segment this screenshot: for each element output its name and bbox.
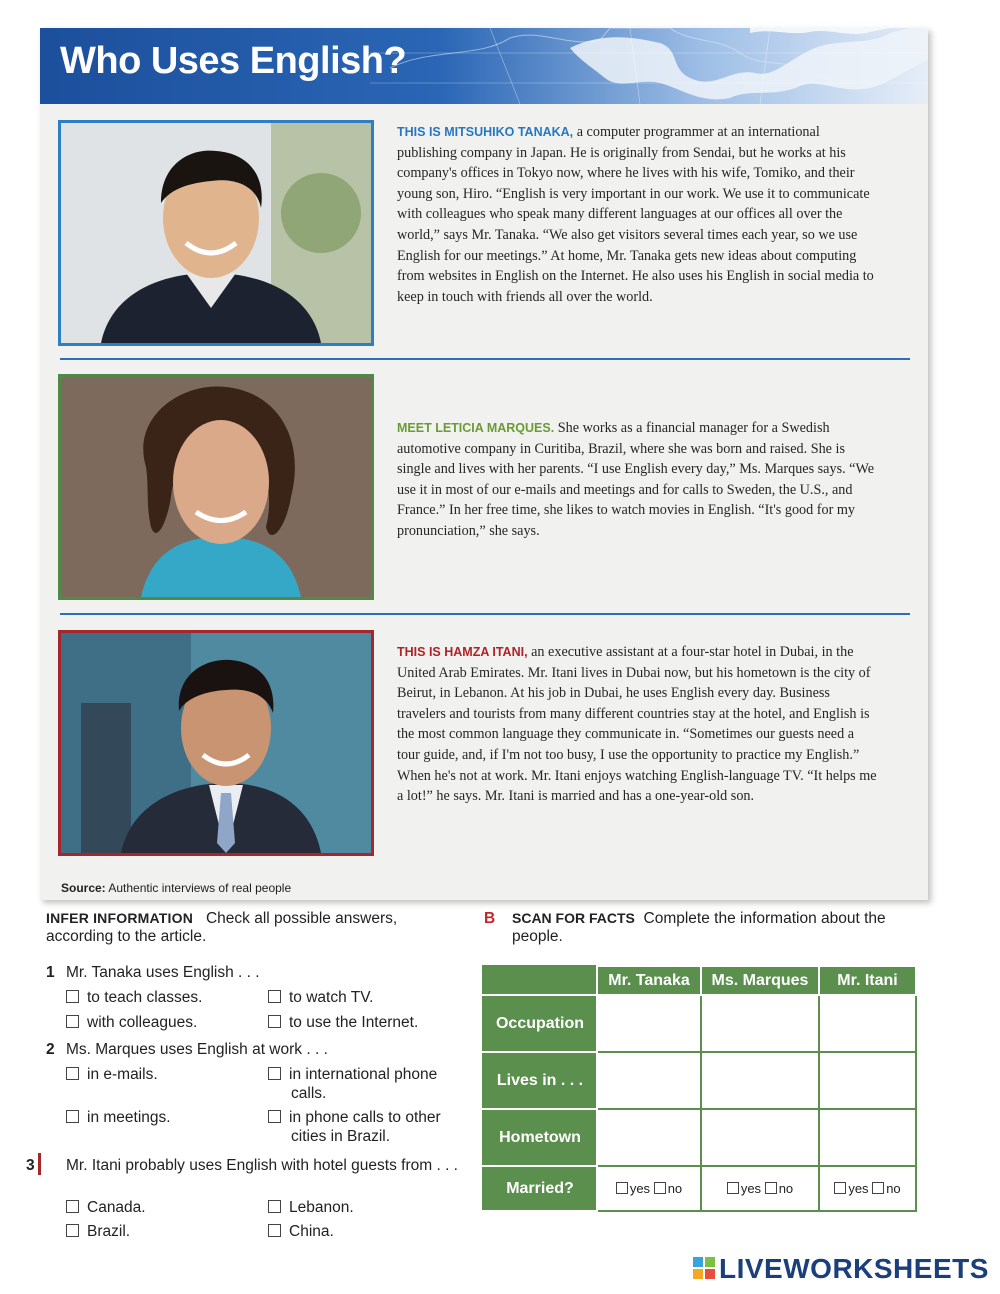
question-2-stem: Ms. Marques uses English at work . . . bbox=[66, 1041, 328, 1058]
exercise-b-instruction: Complete the information about the people. bbox=[512, 910, 886, 945]
checkbox[interactable] bbox=[268, 1067, 281, 1080]
checkbox[interactable] bbox=[66, 1067, 79, 1080]
question-3-stem: Mr. Itani probably uses English with hotel guests from . . . bbox=[66, 1157, 458, 1174]
column-header: Ms. Marques bbox=[701, 966, 819, 995]
checkbox[interactable] bbox=[268, 1200, 281, 1213]
tanaka-bio bbox=[397, 122, 877, 307]
checkbox[interactable] bbox=[727, 1182, 739, 1194]
option-checkbox[interactable]: Canada. bbox=[66, 1198, 146, 1217]
answer-cell[interactable] bbox=[597, 995, 701, 1052]
married-cell: yes no bbox=[701, 1166, 819, 1211]
option-checkbox[interactable]: Lebanon. bbox=[268, 1198, 354, 1217]
world-map-icon bbox=[370, 28, 928, 104]
margin-marker bbox=[38, 1153, 41, 1175]
checkbox[interactable] bbox=[765, 1182, 777, 1194]
option-checkbox[interactable]: in e-mails. bbox=[66, 1065, 158, 1084]
checkbox[interactable] bbox=[616, 1182, 628, 1194]
question-1-stem: Mr. Tanaka uses English . . . bbox=[66, 964, 260, 981]
option-checkbox[interactable]: in international phone calls. bbox=[268, 1065, 461, 1103]
checkbox[interactable] bbox=[66, 1110, 79, 1123]
brand-name: LIVEWORKSHEETS bbox=[719, 1253, 989, 1284]
option-checkbox[interactable]: Brazil. bbox=[66, 1222, 130, 1241]
answer-cell[interactable] bbox=[701, 1052, 819, 1109]
row-header: Married? bbox=[483, 1166, 597, 1211]
answer-cell[interactable] bbox=[819, 995, 916, 1052]
row-header: Occupation bbox=[483, 995, 597, 1052]
question-3: 3 Mr. Itani probably uses English with hotel guests from . . . bbox=[26, 1157, 458, 1174]
married-cell: yes no bbox=[819, 1166, 916, 1211]
exercise-a-heading: INFER INFORMATION bbox=[46, 910, 194, 926]
option-checkbox[interactable]: with colleagues. bbox=[66, 1013, 197, 1032]
checkbox[interactable] bbox=[268, 1015, 281, 1028]
source-note bbox=[61, 881, 291, 895]
question-1: 1 Mr. Tanaka uses English . . . bbox=[46, 964, 260, 981]
option-checkbox[interactable]: to teach classes. bbox=[66, 988, 202, 1007]
option-checkbox[interactable]: China. bbox=[268, 1222, 334, 1241]
answer-cell[interactable] bbox=[819, 1052, 916, 1109]
itani-bio bbox=[397, 642, 877, 807]
checkbox[interactable] bbox=[66, 1200, 79, 1213]
marques-bio-lead: MEET LETICIA MARQUES. bbox=[397, 421, 555, 435]
exercise-b-letter: B bbox=[484, 910, 496, 927]
checkbox[interactable] bbox=[654, 1182, 666, 1194]
tanaka-bio-lead: THIS IS MITSUHIKO TANAKA, bbox=[397, 125, 574, 139]
article-card bbox=[40, 28, 928, 900]
itani-photo bbox=[58, 630, 374, 856]
article-title: Who Uses English? bbox=[60, 40, 407, 82]
married-cell: yes no bbox=[597, 1166, 701, 1211]
option-checkbox[interactable]: in meetings. bbox=[66, 1108, 171, 1127]
marques-photo bbox=[58, 374, 374, 600]
row-header: Hometown bbox=[483, 1109, 597, 1166]
option-checkbox[interactable]: in phone calls to other cities in Brazil. bbox=[268, 1108, 471, 1146]
answer-cell[interactable] bbox=[701, 995, 819, 1052]
liveworksheets-logo-icon bbox=[693, 1257, 715, 1279]
checkbox[interactable] bbox=[66, 1224, 79, 1237]
divider bbox=[60, 613, 910, 615]
checkbox[interactable] bbox=[66, 1015, 79, 1028]
exercise-b-heading: SCAN FOR FACTS bbox=[512, 910, 635, 926]
itani-bio-lead: THIS IS HAMZA ITANI, bbox=[397, 645, 528, 659]
answer-cell[interactable] bbox=[819, 1109, 916, 1166]
checkbox[interactable] bbox=[834, 1182, 846, 1194]
tanaka-photo bbox=[58, 120, 374, 346]
answer-cell[interactable] bbox=[597, 1052, 701, 1109]
column-header: Mr. Itani bbox=[819, 966, 916, 995]
marques-bio bbox=[397, 418, 877, 542]
title-banner bbox=[40, 28, 928, 104]
column-header: Mr. Tanaka bbox=[597, 966, 701, 995]
itani-bio-text: an executive assistant at a four-star hotel in Dubai, in the United Arab Emirates. Mr. Itani lives in Dubai now, but his hometown is the city of Beirut, in Lebanon. At his job in Dubai, he uses English every day. Business travelers and tourists from many different countries stay at the hotel, and English is the most common language they communicate in. “Sometimes our guests need a tour guide, and, if I'm not too busy, I use the opportunity to practice my English.” When he's not at work. Mr. Itani enjoys watching English-language TV. “It helps me a lot!” he says. Mr. Itani is married and has a one-year-old son. bbox=[397, 644, 877, 805]
checkbox[interactable] bbox=[268, 990, 281, 1003]
divider bbox=[60, 358, 910, 360]
checkbox[interactable] bbox=[268, 1224, 281, 1237]
exercise-a-instruction: Check all possible answers, according to the article. bbox=[46, 910, 398, 945]
marques-bio-text: She works as a financial manager for a Swedish automotive company in Curitiba, Brazil, where she was born and raised. She is single and lives with her parents. “I use English every day,” Ms. Marques says. “We use it in most of our e-mails and meetings and for calls to Sweden, the U.S., and France.” In her free time, she likes to watch movies in English. “It's good for my pronunciation,” she says. bbox=[397, 420, 875, 539]
source-text: Authentic interviews of real people bbox=[105, 881, 292, 895]
tanaka-bio-text: a computer programmer at an international publishing company in Japan. He is originally from Sendai, but he works at his company's offices in Tokyo now, where he lives with his wife, Tomiko, and their young son, Hiro. “English is very important in our work. We use it to communicate with colleagues who speak many different languages at our offices all over the world,” says Mr. Tanaka. “We also get visitors several times each year, so we use English for our meetings.” At home, Mr. Tanaka gets new ideas about computing from websites in English on the Internet. He also uses his English in social media to keep in touch with friends all over the world. bbox=[397, 124, 874, 305]
checkbox[interactable] bbox=[268, 1110, 281, 1123]
checkbox[interactable] bbox=[66, 990, 79, 1003]
facts-table bbox=[482, 965, 917, 1212]
checkbox[interactable] bbox=[872, 1182, 884, 1194]
question-2: 2 Ms. Marques uses English at work . . . bbox=[46, 1041, 328, 1058]
row-header: Lives in . . . bbox=[483, 1052, 597, 1109]
option-checkbox[interactable]: to watch TV. bbox=[268, 988, 373, 1007]
answer-cell[interactable] bbox=[597, 1109, 701, 1166]
source-label: Source: bbox=[61, 881, 106, 895]
answer-cell[interactable] bbox=[701, 1109, 819, 1166]
option-checkbox[interactable]: to use the Internet. bbox=[268, 1013, 418, 1032]
exercise-a-header bbox=[46, 910, 456, 946]
table-corner bbox=[483, 966, 597, 995]
